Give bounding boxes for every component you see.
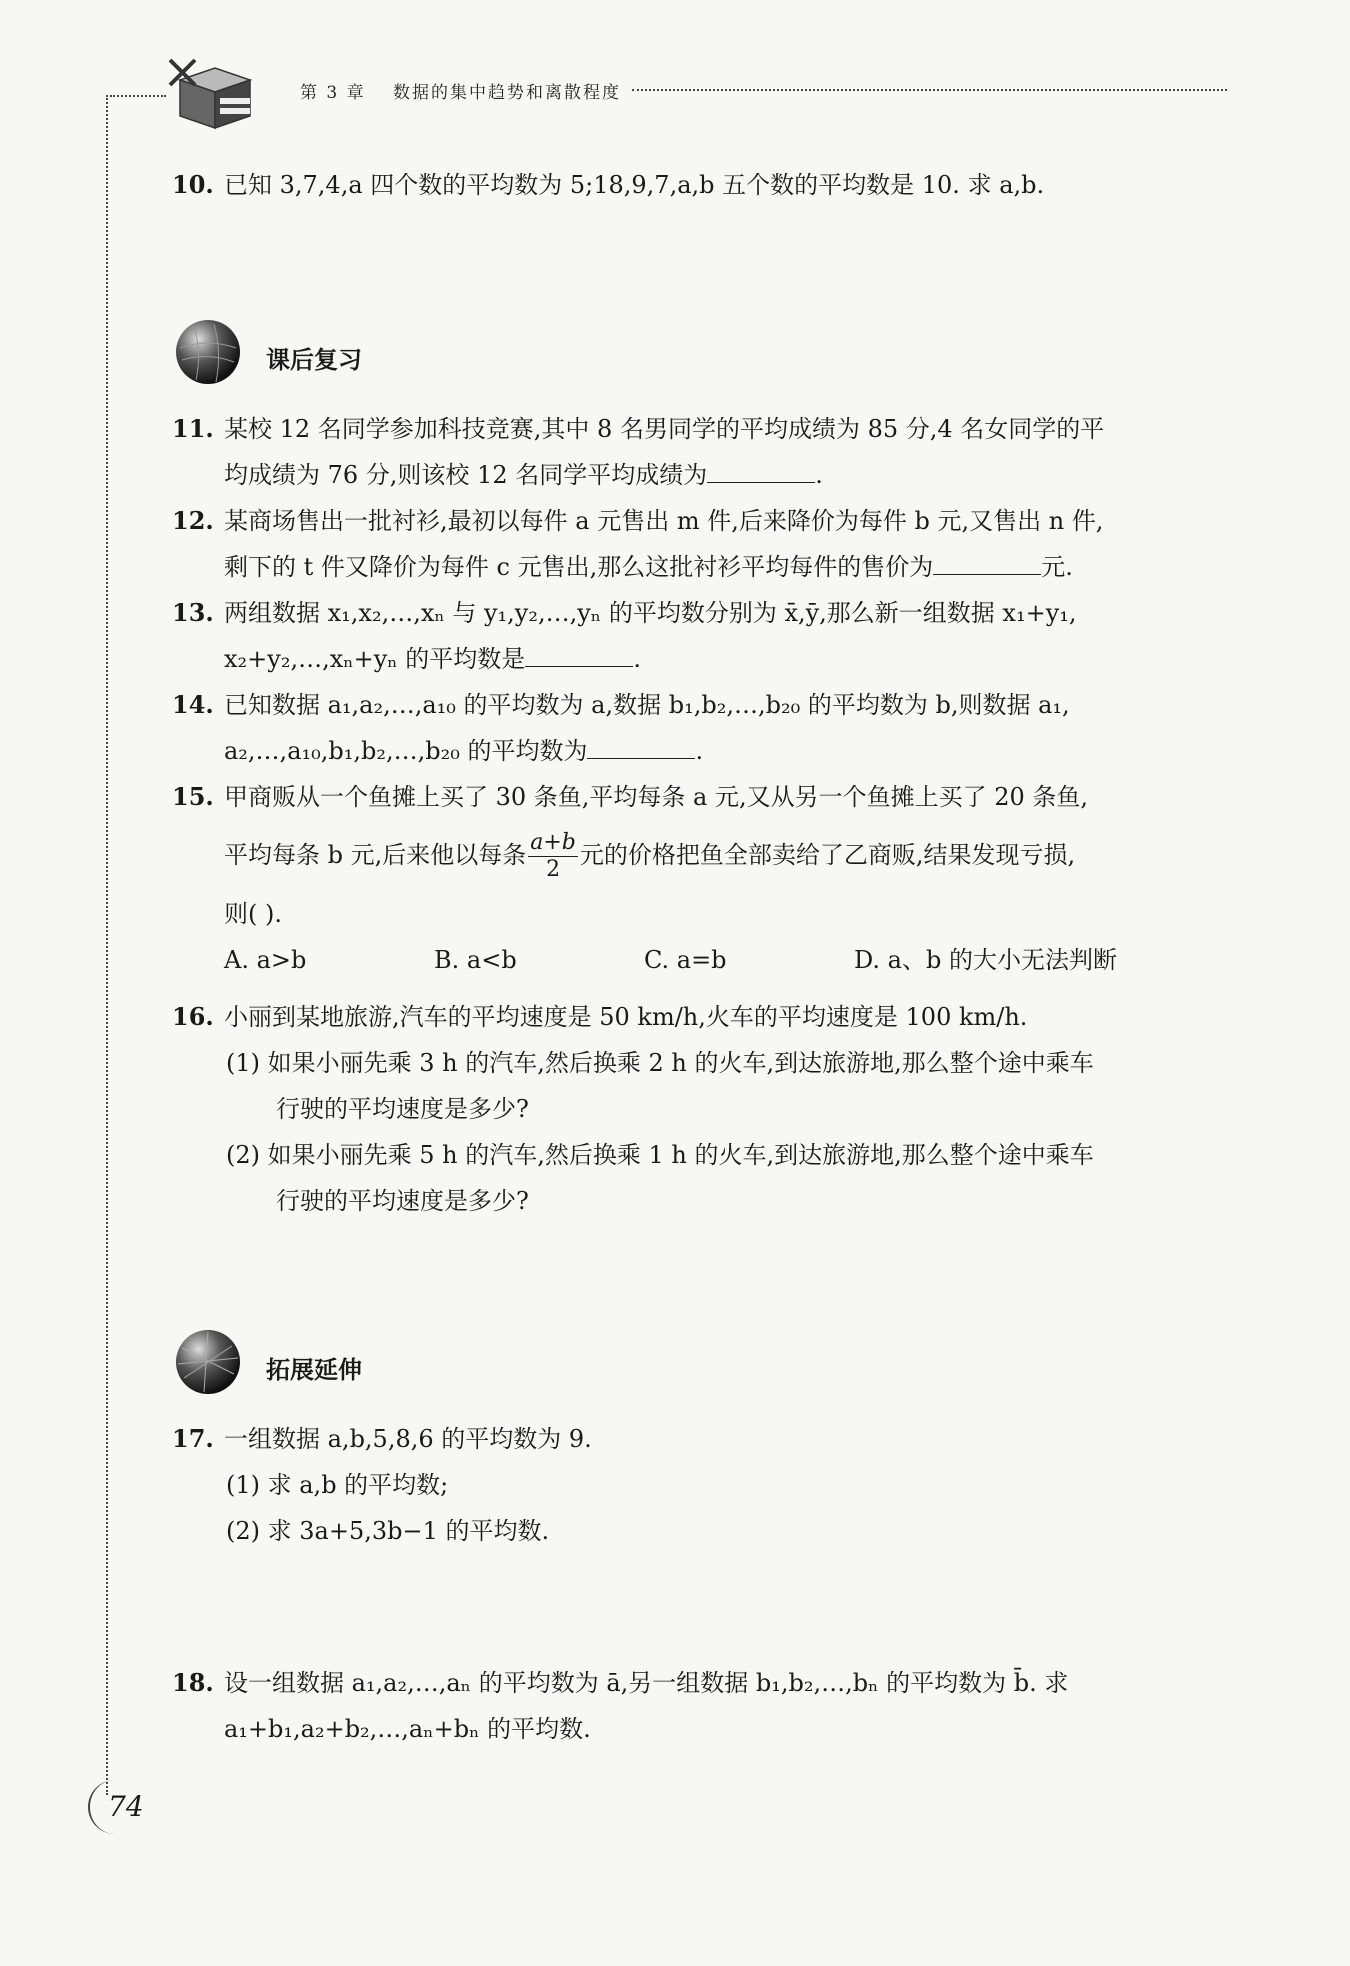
question-text-end: . <box>815 461 823 489</box>
question-text-line-3: 则( ). <box>224 900 282 928</box>
option-a[interactable]: A. a>b <box>224 946 307 974</box>
question-text-line-2: 剩下的 t 件又降价为每件 c 元售出,那么这批衬衫平均每件的售价为 <box>224 553 934 581</box>
fraction-numerator: a+b <box>530 830 576 855</box>
answer-blank[interactable] <box>933 552 1041 575</box>
question-number: 13. <box>172 598 214 627</box>
question-text-line-1: 小丽到某地旅游,汽车的平均速度是 50 km/h,火车的平均速度是 100 km/h. <box>224 1003 1028 1031</box>
chapter-logo-icon <box>160 50 270 140</box>
subquestion-1-cont: 行驶的平均速度是多少? <box>276 1095 529 1123</box>
answer-options <box>224 937 1232 983</box>
question-number: 16. <box>172 1002 214 1031</box>
subquestion-2-cont: 行驶的平均速度是多少? <box>276 1187 529 1215</box>
globe-icon <box>174 1328 242 1396</box>
question-10 <box>172 162 1232 208</box>
section-title: 拓展延伸 <box>266 1356 362 1384</box>
question-text-line-1: 甲商贩从一个鱼摊上买了 30 条鱼,平均每条 a 元,又从另一个鱼摊上买了 20 条鱼, <box>224 783 1089 811</box>
question-number: 11. <box>172 414 214 443</box>
question-13 <box>172 590 1232 682</box>
question-text-line-1: 某商场售出一批衬衫,最初以每件 a 元售出 m 件,后来降价为每件 b 元,又售出 n 件, <box>224 507 1104 535</box>
question-text-line-1: 已知数据 a₁,a₂,…,a₁₀ 的平均数为 a,数据 b₁,b₂,…,b₂₀ 的平均数为 b,则数据 a₁, <box>224 691 1070 719</box>
answer-blank[interactable] <box>707 460 815 483</box>
question-text-line-1: 设一组数据 a₁,a₂,…,aₙ 的平均数为 ā,另一组数据 b₁,b₂,…,bₙ 的平均数为 b̄. 求 <box>224 1669 1069 1697</box>
question-text-line-2: x₂+y₂,…,xₙ+yₙ 的平均数是 <box>224 645 526 673</box>
header-dotted-line-left <box>110 95 166 97</box>
question-18 <box>172 1660 1232 1752</box>
running-header <box>300 78 621 103</box>
question-12 <box>172 498 1232 590</box>
question-number: 10. <box>172 170 214 199</box>
margin-dotted-line <box>106 95 108 1795</box>
subquestion-2: (2) 如果小丽先乘 5 h 的汽车,然后换乘 1 h 的火车,到达旅游地,那么整个途中乘车 <box>226 1141 1094 1169</box>
answer-blank[interactable] <box>525 644 633 667</box>
question-11 <box>172 406 1232 498</box>
question-text-line-2-pre: 平均每条 b 元,后来他以每条 <box>224 841 527 869</box>
section-title: 课后复习 <box>266 346 362 374</box>
subquestion-1: (1) 如果小丽先乘 3 h 的汽车,然后换乘 2 h 的火车,到达旅游地,那么整个途中乘车 <box>226 1049 1094 1077</box>
globe-icon <box>174 318 242 386</box>
question-number: 15. <box>172 782 214 811</box>
chapter-title: 数据的集中趋势和离散程度 <box>393 83 622 103</box>
answer-blank[interactable] <box>587 736 695 759</box>
question-17 <box>172 1416 1232 1554</box>
option-b[interactable]: B. a<b <box>434 946 517 974</box>
question-text-line-2: a₂,…,a₁₀,b₁,b₂,…,b₂₀ 的平均数为 <box>224 737 588 765</box>
question-text-end: . <box>633 645 641 673</box>
question-14 <box>172 682 1232 774</box>
question-number: 12. <box>172 506 214 535</box>
fraction <box>528 830 578 883</box>
page-number: 74 <box>88 1780 158 1834</box>
option-c[interactable]: C. a=b <box>644 946 727 974</box>
question-text-line-2-post: 元的价格把鱼全部卖给了乙商贩,结果发现亏损, <box>579 841 1076 869</box>
question-text-line-1: 两组数据 x₁,x₂,…,xₙ 与 y₁,y₂,…,yₙ 的平均数分别为 x̄,ȳ,那么新一组数据 x₁+y₁, <box>224 599 1077 627</box>
header-dotted-line-right <box>632 89 1227 91</box>
question-text-end: . <box>695 737 704 765</box>
question-number: 18. <box>172 1668 214 1697</box>
question-text-line-2: 均成绩为 76 分,则该校 12 名同学平均成绩为 <box>224 461 708 489</box>
subquestion-1: (1) 求 a,b 的平均数; <box>226 1471 449 1499</box>
question-16 <box>172 994 1232 1224</box>
subquestion-2: (2) 求 3a+5,3b−1 的平均数. <box>226 1517 550 1545</box>
option-d[interactable]: D. a、b 的大小无法判断 <box>854 946 1117 974</box>
question-text-end: 元. <box>1041 553 1073 581</box>
question-text-line-1: 一组数据 a,b,5,8,6 的平均数为 9. <box>224 1425 592 1453</box>
question-text: 已知 3,7,4,a 四个数的平均数为 5;18,9,7,a,b 五个数的平均数是 10. 求 a,b. <box>224 171 1045 199</box>
question-number: 14. <box>172 690 214 719</box>
question-text-line-2: a₁+b₁,a₂+b₂,…,aₙ+bₙ 的平均数. <box>224 1715 591 1743</box>
question-15 <box>172 774 1232 983</box>
chapter-number: 第 3 章 <box>300 83 366 103</box>
fraction-denominator: 2 <box>546 857 561 882</box>
question-text-line-1: 某校 12 名同学参加科技竞赛,其中 8 名男同学的平均成绩为 85 分,4 名女同学的平 <box>224 415 1105 443</box>
question-number: 17. <box>172 1424 214 1453</box>
